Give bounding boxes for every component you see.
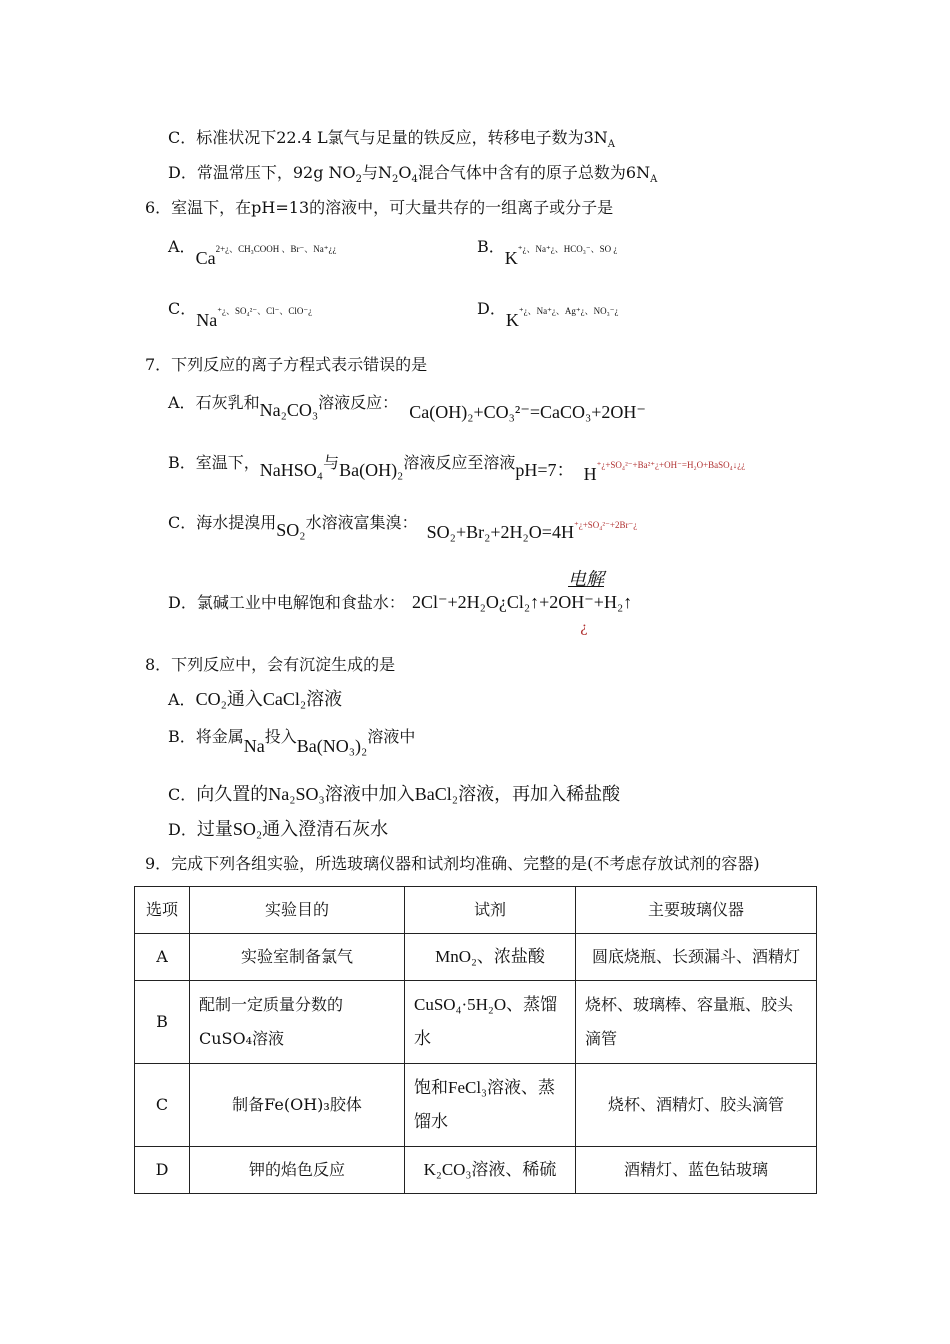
q7-option-a: A．石灰乳和Na₂CO₃溶液反应： Ca(OH)₂+CO₃²⁻=CaCO₃+2OH⁻ (168, 393, 646, 422)
q7-d-under: ¿ (580, 620, 588, 636)
q6-option-d: D．K⁺¿、Na⁺¿、Ag⁺¿、NO₃⁻¿ (477, 299, 619, 330)
row-apparatus: 酒精灯、蓝色钴玻璃 (576, 1147, 817, 1194)
table-header-row (135, 887, 817, 934)
q9-table (134, 886, 817, 1194)
table-row (135, 981, 817, 1064)
q8-option-a: A．CO₂通入CaCl₂溶液 (168, 689, 343, 709)
table-row (135, 1064, 817, 1147)
row-apparatus: 烧杯、酒精灯、胶头滴管 (576, 1064, 817, 1147)
row-reagent: CuSO₄·5H₂O、蒸馏水 (405, 981, 576, 1064)
q6-stem: 6．室温下，在pH=13的溶液中，可大量共存的一组离子或分子是 (145, 198, 614, 217)
table-row (135, 934, 817, 981)
row-reagent: MnO₂、浓盐酸 (405, 934, 576, 981)
row-goal: 实验室制备氯气 (190, 934, 405, 981)
q8-option-b: B．将金属Na投入Ba(NO₃)₂溶液中 (168, 727, 416, 756)
row-option: A (135, 934, 190, 981)
q7-option-d: D．氯碱工业中电解饱和食盐水： 2Cl⁻+2H₂O¿Cl₂↑+2OH⁻+H₂↑ (168, 592, 633, 612)
row-goal: 制备Fe(OH)₃胶体 (190, 1064, 405, 1147)
q8-option-c: C．向久置的Na₂SO₃溶液中加入BaCl₂溶液，再加入稀盐酸 (168, 784, 621, 804)
q5-option-d: D．常温常压下，92g $NO_2$与$N_2O_4$混合气体中含有的原子总数为$6N_A$ (168, 163, 658, 186)
q7-option-c: C．海水提溴用SO₂水溶液富集溴： SO₂+Br₂+2H₂O=4H⁺¿+SO₄²⁻+2Br⁻¿ (168, 513, 638, 542)
row-reagent: K₂CO₃溶液、稀硫 (405, 1147, 576, 1194)
q8-option-d: D．过量SO₂通入澄清石灰水 (168, 819, 389, 839)
row-option: C (135, 1064, 190, 1147)
row-apparatus: 烧杯、玻璃棒、容量瓶、胶头滴管 (576, 981, 817, 1064)
q6-option-b: B．K⁺¿、Na⁺¿、HCO₃⁻、SO ¿ (477, 237, 618, 268)
q8-stem: 8．下列反应中，会有沉淀生成的是 (145, 655, 396, 674)
header-apparatus: 主要玻璃仪器 (576, 887, 817, 934)
q7-stem: 7．下列反应的离子方程式表示错误的是 (145, 355, 428, 374)
row-reagent: 饱和FeCl₃溶液、蒸馏水 (405, 1064, 576, 1147)
header-goal: 实验目的 (190, 887, 405, 934)
q7-option-b: B．室温下，NaHSO₄与Ba(OH)₂溶液反应至溶液pH=7： H⁺¿+SO₄²⁻+Ba²⁺¿+OH⁻=H₂O+BaSO₄↓¿¿ (168, 453, 746, 484)
table-row (135, 1147, 817, 1194)
q9-stem: 9．完成下列各组实验，所选玻璃仪器和试剂均准确、完整的是(不考虑存放试剂的容器) (145, 854, 760, 873)
row-goal: 钾的焰色反应 (190, 1147, 405, 1194)
row-option: B (135, 981, 190, 1064)
q6-option-c: C．Na⁺¿、SO₄²⁻、Cl⁻、ClO⁻¿ (168, 299, 313, 330)
row-goal: 配制一定质量分数的CuSO₄溶液 (190, 981, 405, 1064)
header-option: 选项 (135, 887, 190, 934)
q6-option-a: A．Ca2+¿、CH₃COOH 、Br⁻、Na⁺¿¿ (168, 237, 337, 268)
header-reagent: 试剂 (405, 887, 576, 934)
q5-option-c: C．标准状况下22.4 L氯气与足量的铁反应，转移电子数为$3N_A$ (168, 128, 616, 151)
row-option: D (135, 1147, 190, 1194)
row-apparatus: 圆底烧瓶、长颈漏斗、酒精灯 (576, 934, 817, 981)
q7-d-condition: 电解 (568, 569, 604, 590)
